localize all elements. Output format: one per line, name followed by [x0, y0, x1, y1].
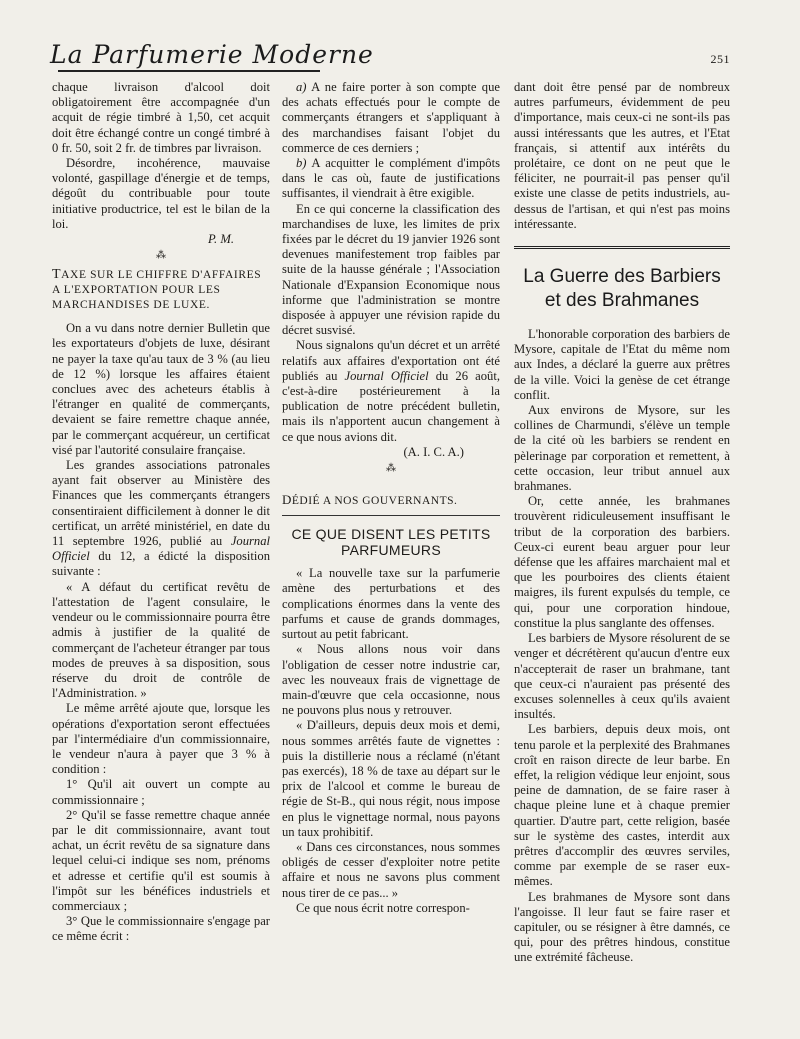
paragraph-item: [282, 156, 500, 202]
paragraph: Les brahmanes de Mysore sont dans l'angoisse. Il leur faut se faire raser et capituler, ou se résigner à être damnés, ce qui, pour des prêtres hindous, constitue une extrémité fâcheuse.: [514, 889, 730, 965]
column-1: [52, 80, 270, 945]
paragraph-item: 2° Qu'il se fasse remettre chaque année par le dit commissionnaire, avant tout achat, un écrit revêtu de sa signature dans lequel celui-ci indique ses nom, prénoms et adresse et certifie qu'il est soumis à l'impôt sur les bénéfices industriels et commerciaux ;: [52, 807, 270, 913]
paragraph-item: 1° Qu'il ait ouvert un compte au commissionnaire ;: [52, 777, 270, 807]
paragraph: Aux environs de Mysore, sur les collines de Charmundi, s'élève un temple de la cité où les barbiers se rendent en pèlerinage par corporation et remettent, à cette occasion, leur tribut annuel aux brahmanes.: [514, 403, 730, 494]
paragraph: [52, 458, 270, 580]
paragraph: L'honorable corporation des barbiers de Mysore, capitale de l'Etat du même nom aux Indes, a déclaré la guerre aux prêtres de la ville. Voici la genèse de cet étrange conflit.: [514, 327, 730, 402]
text-run: A ne faire porter à son compte que des achats effectués pour le compte de commerçants étrangers et s'appliquant à des marchandises faisant l'objet du commerce de ces derniers ;: [282, 80, 500, 155]
text-run: Nous signalons qu'un décret et un arrêté relatifs aux affaires d'exportation ont été publiés au: [282, 338, 500, 383]
asterism-separator: ⁂: [386, 463, 396, 475]
page-number: 251: [710, 52, 730, 66]
paragraph: Les barbiers de Mysore résolurent de se venger et décrétèrent qu'aucun d'entre eux n'accepterait de raser un brahmane, tant que ceux-ci n'auraient pas présenté des excuses solennelles à ceux qu'ils avaient insultés.: [514, 631, 730, 722]
paragraph: dant doit être pensé par de nombreux autres parfumeurs, évidemment de peu d'importance, mais ceux-ci ne sont-ils pas aussi intéressants que les autres, et l'Etat français, si attentif aux intérêts du prolétaire, ce dont on ne peut que le féliciter, ne pourrait-il pas penser qu'il existe une classe de petits industriels, au-dessus de l'artisan, et qui n'est pas moins intéressante.: [514, 80, 730, 231]
text-run: A acquitter le complément d'impôts dans le cas où, faute de justifications suffisantes, il viendrait à être exigible.: [282, 156, 500, 201]
masthead-underline: [58, 70, 320, 72]
text-run: du 26 août, c'est-à-dire postérieurement à la publication de notre précédent bulletin, mais ils n'apportent aucun changement à ce que nous avions dit.: [282, 368, 500, 444]
paragraph-quote: « D'ailleurs, depuis deux mois et demi, nous sommes arrêtés faute de vignettes : puis la distillerie nous a réclamé (n'étant pas exercés), 18 % de taxe au départ sur le prix de l'alcool et comme le bureau de régie de St-B., qui nous régit, nous impose en plus le vignettage normal, nous payons un taux prohibitif.: [282, 718, 500, 839]
paragraph-quote: « A défaut du certificat revêtu de l'attestation de l'agent consulaire, le vendeur ou le commissionnaire pourra être admis à justifier de la qualité de commerçant de l'acheteur étranger par tous modes de preuves à sa disposition, sous réserve du droit de contrôle de l'Administration. »: [52, 579, 270, 701]
page-header: [50, 40, 730, 76]
paragraph: Le même arrêté ajoute que, lorsque les opérations d'exportation seront effectuées par l'intermédiaire d'un commissionnaire, le vendeur n'aura à payer que 3 % à condition :: [52, 701, 270, 777]
section-kicker: [282, 492, 500, 509]
journal-name: Journal Officiel: [52, 534, 270, 564]
signature-line: [282, 445, 500, 460]
masthead: La Parfumerie Moderne: [50, 40, 374, 69]
paragraph: [282, 338, 500, 444]
text-run: Les grandes associations patronales ayant fait observer au Ministère des Finances que les commerçants étrangers consentiraient difficilement à donner le dit certificat, un arrêté ministériel, en date du 11 septembre 1926, publié au: [52, 458, 270, 549]
paragraph-quote: « La nouvelle taxe sur la parfumerie amène des perturbations et des complications énormes dans la vente des parfums et cause de grands dommages, surtout au petit fabricant.: [282, 566, 500, 642]
paragraph-quote: « Dans ces circonstances, nous sommes obligés de cesser d'exploiter notre petite affaire et nous ne savons plus comment nous tirer de ce pas... »: [282, 839, 500, 900]
kicker-rest: ÉDIÉ A NOS GOUVERNANTS.: [291, 495, 458, 508]
article-separator-rule: [514, 246, 730, 249]
item-label: a): [296, 80, 307, 94]
text-run: du 12, a édicté la disposition suivante :: [52, 549, 270, 579]
paragraph: On a vu dans notre dernier Bulletin que les exportateurs d'objets de luxe, désirant ne payer la taxe qu'au taux de 3 % (au lieu de 12 %) lorsque les affaires étaient conclues avec des acheteurs établis à l'étranger en qualité de commerçants, devaient se faire remettre chaque année, par le commerçant acquéreur, un certificat visé par l'autorité consulaire française.: [52, 321, 270, 457]
signature-line: [52, 232, 270, 247]
paragraph: chaque livraison d'alcool doit obligatoirement être accompagnée d'un acquit de régie timbré à 1,50, cet acquit doit être échangé contre un congé timbré à 0 fr. 50, soit 2 fr. de timbres par livraison.: [52, 80, 270, 155]
paragraph: En ce qui concerne la classification des marchandises de luxe, les limites de prix fixées par le décret du 19 janvier 1926 sont devenues manifestement trop faibles par suite de la hausse générale ; l'Association Nationale d'Expansion Economique nous informe que l'administration se montre disposée à appuyer une révision rapide du décret susvisé.: [282, 201, 500, 338]
title-initial: T: [52, 267, 62, 283]
signature-source: (A. I. C. A.): [403, 444, 464, 459]
kicker-initial: D: [282, 492, 292, 508]
item-label: b): [296, 156, 307, 171]
section-rule: [282, 515, 500, 516]
column-3: [514, 80, 730, 966]
column-2: [282, 80, 500, 916]
paragraph: Or, cette année, les brahmanes trouvèrent ridiculeusement insuffisant le tribut de la corporation des barbiers. Ceux-ci eurent beau arguer pour leur défense que les affaires marchaient mal et que les pourboires des clients étaient maigres, ils furent expulsés du temple, ce qui, pour une corporation hindoue, constitue la plus sanglante des offenses.: [514, 494, 730, 630]
paragraph: Ce que nous écrit notre correspon-: [296, 900, 470, 915]
signature-initials: P. M.: [207, 232, 234, 247]
paragraph: Les barbiers, depuis deux mois, ont tenu parole et la perplexité des Brahmanes croît en raison directe de leur barbe. En effet, la religion védique leur enjoint, sous peine de damnation, de se faire raser à chaque pleine lune et à chaque premier quartier. D'autre part, cette religion, basée sur le système des castes, interdit aux prêtres d'accomplir des œuvres serviles, comme par exemple de se raser eux-mêmes.: [514, 722, 730, 889]
article-title-barbers: La Guerre des Barbiers et des Brahmanes: [523, 266, 721, 312]
paragraph-quote: « Nous allons nous voir dans l'obligation de cesser notre industrie car, avec les nouveaux frais de vignettage de main-d'œuvre que cela occasionne, nous ne pouvons plus nous y retrouver.: [282, 642, 500, 718]
paragraph: Désordre, incohérence, mauvaise volonté, gaspillage d'énergie et de temps, dégoût du contribuable pour toute initiative productrice, tel est le bilan de la loi.: [52, 156, 270, 231]
article-title-tax: [52, 267, 270, 313]
section-title: CE QUE DISENT LES PETITS PARFUMEURS: [291, 526, 491, 559]
paragraph-item: [282, 80, 500, 156]
asterism-separator: ⁂: [156, 250, 166, 262]
title-rest: AXE SUR LE CHIFFRE D'AFFAIRES A L'EXPORTATION POUR LES MARCHANDISES DE LUXE.: [52, 269, 262, 312]
journal-name: Journal Officiel: [344, 368, 429, 383]
paragraph-item: 3° Que le commissionnaire s'engage par ce même écrit :: [52, 914, 270, 944]
